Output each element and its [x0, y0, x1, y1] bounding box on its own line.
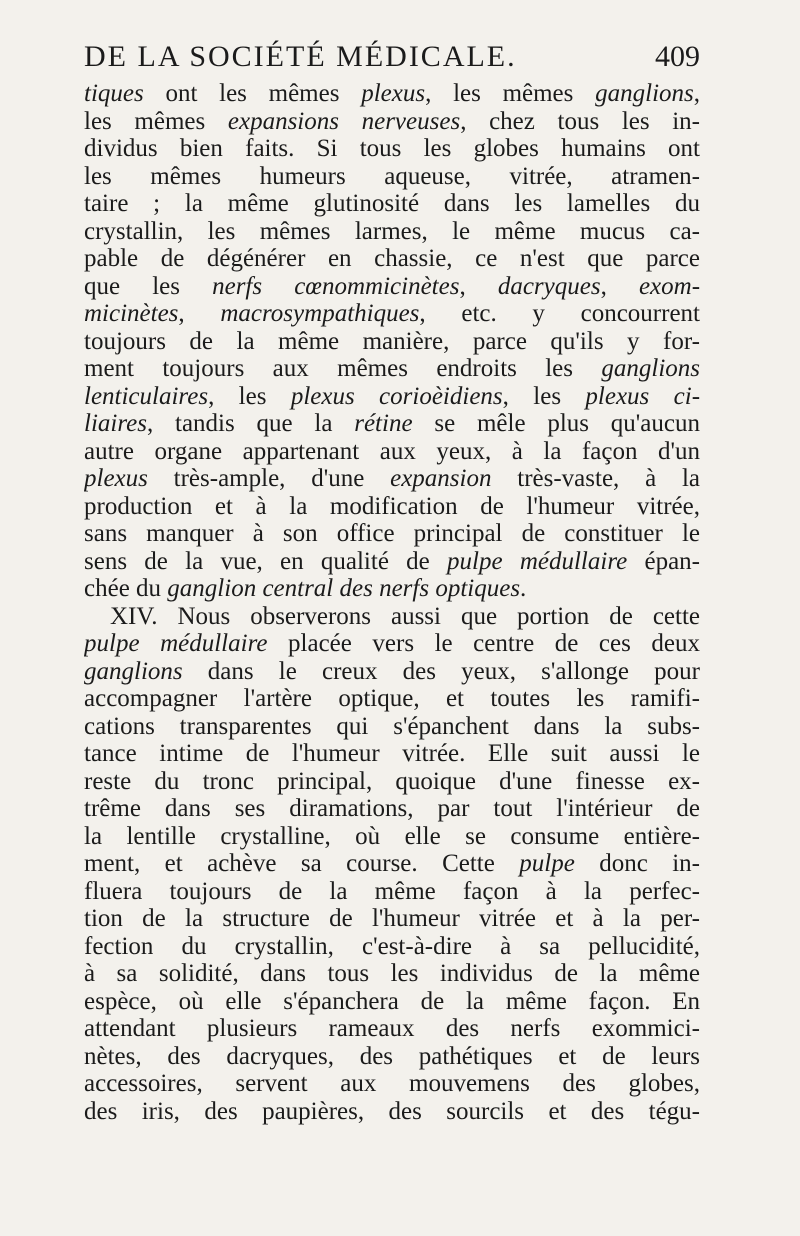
- italic-term: micinètes: [84, 300, 179, 327]
- text-run: accessoires, servent aux mouvemens des globes,: [84, 1070, 700, 1097]
- text-line: [84, 960, 700, 988]
- text-line: [84, 878, 700, 906]
- text-run: fluera toujours de la même façon à la perfec-: [84, 877, 700, 905]
- italic-term: pulpe médullaire: [447, 547, 628, 575]
- text-line: [84, 823, 700, 851]
- text-line: [84, 438, 700, 466]
- text-line: [84, 493, 700, 521]
- text-run: , les mêmes: [425, 80, 596, 107]
- text-line: [84, 300, 700, 328]
- text-run: dividus bien faits. Si tous les globes humains ont: [84, 135, 700, 162]
- text-run: , les: [208, 382, 291, 410]
- text-run: attendant plusieurs rameaux des nerfs exommici-: [84, 1015, 700, 1042]
- italic-term: ganglions: [601, 355, 700, 382]
- text-run: à sa solidité, dans tous les individus de la même: [84, 960, 700, 987]
- text-run: sans manquer à son office principal de constituer le: [84, 520, 700, 547]
- text-run: pable de dégénérer en chassie, ce n'est que parce: [84, 245, 700, 272]
- text-line: [84, 190, 700, 218]
- running-head: [84, 40, 700, 74]
- text-run: , etc. y concourrent: [419, 300, 700, 327]
- text-line: [84, 630, 700, 658]
- text-line: [84, 1098, 700, 1126]
- text-line: [84, 575, 700, 603]
- text-line: [84, 713, 700, 741]
- text-run: que les: [84, 272, 213, 300]
- text-run: , les: [502, 382, 586, 410]
- text-line: [84, 108, 700, 136]
- text-run: dans le creux des yeux, s'allonge pour: [182, 657, 700, 685]
- italic-term: tiques: [84, 80, 144, 107]
- text-line: [84, 465, 700, 493]
- text-line: [84, 933, 700, 961]
- text-run: très-vaste, à la: [491, 465, 700, 492]
- text-run: les mêmes humeurs aqueuse, vitrée, atramen-: [84, 162, 700, 190]
- text-run: reste du tronc principal, quoique d'une finesse ex-: [84, 767, 700, 795]
- text-run: fection du crystallin, c'est-à-dire à sa pellucidité,: [84, 932, 700, 960]
- italic-term: ganglion central des nerfs optiques: [167, 575, 521, 602]
- text-run: crystallin, les mêmes larmes, le même mucus ca-: [84, 217, 700, 245]
- page-number: 409: [655, 40, 700, 73]
- text-run: XIV. Nous observerons aussi que portion de cette: [110, 602, 700, 630]
- text-line: [84, 850, 700, 878]
- italic-term: pulpe médullaire: [84, 630, 268, 657]
- italic-term: lenticulaires: [84, 382, 209, 410]
- text-line: [84, 245, 700, 273]
- text-line: [84, 795, 700, 823]
- text-run: , tandis que la: [146, 410, 355, 437]
- text-run: ,: [178, 300, 221, 327]
- text-line: [84, 548, 700, 576]
- text-run: nètes, des dacryques, des pathétiques et de leurs: [84, 1042, 700, 1070]
- text-line: [84, 768, 700, 796]
- text-line: [84, 1070, 700, 1098]
- text-run: ont les mêmes: [143, 80, 362, 107]
- italic-term: dacryques: [497, 272, 601, 300]
- text-run: trême dans ses diramations, par tout l'intérieur de: [84, 795, 700, 822]
- text-run: ,: [600, 272, 639, 300]
- text-line: [84, 135, 700, 163]
- text-line: [84, 383, 700, 411]
- text-run: ,: [459, 272, 498, 300]
- text-line: [84, 685, 700, 713]
- text-run: se mêle plus qu'aucun: [412, 410, 700, 437]
- text-line: [84, 1015, 700, 1043]
- text-run: tion de la structure de l'humeur vitrée et à la per-: [84, 905, 700, 932]
- text-run: .: [520, 575, 527, 602]
- text-line: [84, 273, 700, 301]
- text-line: [84, 328, 700, 356]
- text-run: cations transparentes qui s'épanchent dans la subs-: [84, 712, 700, 740]
- text-run: tance intime de l'humeur vitrée. Elle suit aussi le: [84, 740, 700, 767]
- text-run: ment, et achève sa course. Cette: [84, 850, 520, 877]
- running-title: DE LA SOCIÉTÉ MÉDICALE.: [84, 40, 517, 73]
- text-run: ,: [693, 80, 700, 107]
- text-line: [84, 80, 700, 108]
- text-run: donc in-: [574, 850, 700, 877]
- text-line: [84, 988, 700, 1016]
- text-line: [84, 163, 700, 191]
- text-line: [84, 520, 700, 548]
- body-text: [84, 80, 700, 1125]
- italic-term: liaires: [84, 410, 147, 437]
- italic-term: ganglions: [84, 657, 183, 685]
- text-line: [84, 740, 700, 768]
- text-run: la lentille crystalline, où elle se consume entière-: [84, 822, 700, 850]
- text-run: placée vers le centre de ces deux: [267, 630, 700, 657]
- text-run: espèce, où elle s'épanchera de la même façon. En: [84, 987, 700, 1015]
- text-line: [84, 355, 700, 383]
- text-run: production et à la modification de l'humeur vitrée,: [84, 492, 700, 520]
- text-line: [84, 603, 700, 631]
- italic-term: plexus corioèidiens: [290, 382, 503, 410]
- text-line: [84, 658, 700, 686]
- italic-term: pulpe: [519, 850, 575, 877]
- text-line: [84, 218, 700, 246]
- italic-term: macrosympathiques: [220, 300, 420, 327]
- italic-term: plexus ci-: [585, 382, 700, 410]
- italic-term: expansion: [390, 465, 492, 492]
- text-line: [84, 410, 700, 438]
- text-run: ment toujours aux mêmes endroits les: [84, 355, 602, 382]
- text-run: les mêmes: [84, 107, 228, 135]
- italic-term: plexus: [84, 465, 148, 492]
- text-run: sens de la vue, en qualité de: [84, 547, 448, 575]
- text-run: des iris, des paupières, des sourcils et des tégu-: [84, 1097, 700, 1125]
- text-run: autre organe appartenant aux yeux, à la façon d'un: [84, 437, 700, 465]
- text-run: chée du: [84, 575, 168, 602]
- text-run: taire ; la même glutinosité dans les lamelles du: [84, 190, 700, 217]
- italic-term: plexus: [361, 80, 426, 107]
- text-run: toujours de la même manière, parce qu'ils y for-: [84, 327, 700, 355]
- text-line: [84, 1043, 700, 1071]
- text-run: épan-: [627, 547, 700, 575]
- italic-term: exom-: [638, 272, 700, 300]
- italic-term: nerfs cœnommicinètes: [212, 272, 460, 300]
- text-line: [84, 905, 700, 933]
- italic-term: rétine: [354, 410, 413, 437]
- text-run: très-ample, d'une: [147, 465, 391, 492]
- text-run: , chez tous les in-: [460, 107, 700, 135]
- italic-term: expansions nerveuses: [227, 107, 461, 135]
- italic-term: ganglions: [595, 80, 694, 107]
- text-run: accompagner l'artère optique, et toutes les ramifi-: [84, 685, 700, 712]
